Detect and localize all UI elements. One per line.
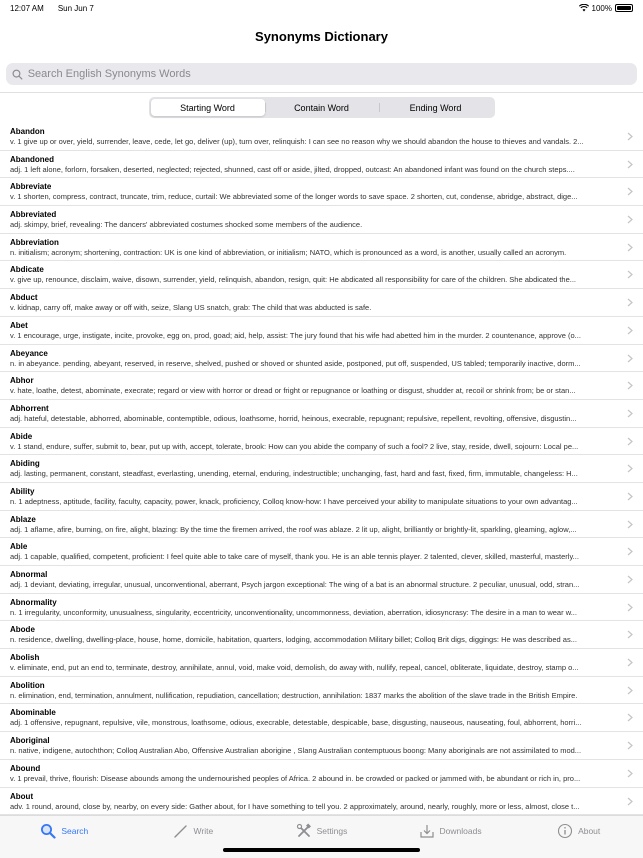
- search-icon: [40, 823, 56, 839]
- list-item[interactable]: [0, 566, 643, 594]
- entry-word: Abeyance: [10, 348, 48, 358]
- entry-word: Abolition: [10, 680, 45, 690]
- entry-word: Ablaze: [10, 514, 36, 524]
- segment-ending-word[interactable]: Ending Word: [379, 99, 493, 116]
- entry-word: Ability: [10, 486, 35, 496]
- list-item[interactable]: [0, 428, 643, 456]
- chevron-right-icon: [627, 464, 633, 473]
- entry-definition: n. residence, dwelling, dwelling-place, house, home, domicile, habitation, quarters, lodging, accommodation Military billet; Colloq Brit digs, diggings: He was described as...: [10, 635, 577, 645]
- entry-definition: v. eliminate, end, put an end to, terminate, destroy, annihilate, annul, void, make void, demolish, do away with, nullify, repeal, cancel, obliterate, liquidate, destroy, stamp o...: [10, 663, 579, 673]
- entry-definition: v. give up, renounce, disclaim, waive, disown, surrender, yield, relinquish, abandon, resign, quit: He abdicated all responsibility for care of the children. She abdicated the...: [10, 275, 577, 285]
- entry-definition: n. 1 adeptness, aptitude, facility, faculty, capacity, power, knack, proficiency, Colloq know-how: I have perceived your ability to manipulate situations to your own advantag...: [10, 496, 578, 506]
- chevron-right-icon: [627, 326, 633, 335]
- chevron-right-icon: [627, 575, 633, 584]
- list-item[interactable]: [0, 206, 643, 234]
- status-bar: [0, 0, 643, 16]
- entry-word: Abound: [10, 763, 41, 773]
- list-item[interactable]: [0, 123, 643, 151]
- entry-definition: v. 1 give up or over, yield, surrender, leave, cede, let go, deliver (up), turn over, relinquish: I can see no reason why we should abandon the house to thieves and vandals. 2...: [10, 137, 584, 146]
- tab-label: About: [578, 826, 601, 836]
- entry-definition: adj. 1 offensive, repugnant, repulsive, vile, monstrous, loathsome, odious, execrable, detestable, despicable, base, disgusting, nauseous, nauseating, foul, abhorrent, horri...: [10, 718, 582, 728]
- entry-word: Abnormality: [10, 597, 57, 607]
- chevron-right-icon: [627, 713, 633, 722]
- chevron-right-icon: [627, 769, 633, 778]
- list-item[interactable]: [0, 455, 643, 483]
- entry-word: Abhorrent: [10, 403, 49, 413]
- chevron-right-icon: [627, 492, 633, 501]
- download-tray-icon: [419, 823, 435, 839]
- status-time: 12:07 AM: [10, 3, 44, 13]
- entry-definition: adj. 1 aflame, afire, burning, on fire, alight, blazing: By the time the firemen arrived, the roof was ablaze. 2 lit up, alight, brilliantly or brightly-lit, sparkling, gleaming, aglow,...: [10, 524, 577, 534]
- entry-definition: adj. 1 left alone, forlorn, forsaken, deserted, neglected; rejected, shunned, cast off or aside, jilted, dropped, outcast: An abandoned infant was found on the church steps....: [10, 164, 575, 174]
- chevron-right-icon: [627, 520, 633, 529]
- entry-word: About: [10, 791, 34, 801]
- tab-label: Search: [61, 826, 89, 836]
- divider: [0, 92, 643, 93]
- entry-word: Abhor: [10, 376, 34, 386]
- entry-definition: v. 1 prevail, thrive, flourish: Disease abounds among the undernourished peoples of Africa. 2 abound in. be crowded or packed or jammed with, be abundant or rich in, pro...: [10, 773, 581, 783]
- list-item[interactable]: [0, 289, 643, 317]
- list-item[interactable]: [0, 372, 643, 400]
- entry-word: Abdicate: [10, 265, 44, 275]
- entry-definition: n. 1 irregularity, unconformity, unusualness, singularity, eccentricity, unconventionality, uncommonness, deviation, aberration, idiosyncrasy: The desire in a man to wear w...: [10, 607, 577, 617]
- search-mode-segmented-control: [149, 97, 495, 118]
- tab-label: Settings: [316, 826, 348, 836]
- list-item[interactable]: [0, 178, 643, 206]
- list-item[interactable]: [0, 788, 643, 816]
- entry-definition: adj. 1 capable, qualified, competent, proficient: I feel quite able to take care of myself, thank you. He is an able tennis player. 2 talented, clever, skilled, masterful, masterly...: [10, 552, 579, 562]
- chevron-right-icon: [627, 270, 633, 279]
- list-item[interactable]: [0, 483, 643, 511]
- tab-about[interactable]: [514, 816, 643, 858]
- chevron-right-icon: [627, 630, 633, 639]
- search-bar[interactable]: [6, 63, 637, 85]
- list-item[interactable]: [0, 732, 643, 760]
- entry-definition: n. initialism; acronym; shortening, contraction: UK is one kind of abbreviation, or initialism; NATO, which is pronounced as a word, is another, usually called an acronym.: [10, 247, 567, 257]
- entry-word: Abnormal: [10, 570, 48, 579]
- chevron-right-icon: [627, 298, 633, 307]
- word-list: [0, 123, 643, 815]
- chevron-right-icon: [627, 160, 633, 169]
- segment-contain-word[interactable]: Contain Word: [265, 99, 379, 116]
- page-title: Synonyms Dictionary: [255, 29, 388, 44]
- entry-word: Abiding: [10, 459, 40, 469]
- chevron-right-icon: [627, 797, 633, 806]
- entry-definition: adj. lasting, permanent, constant, steadfast, everlasting, unending, eternal, enduring, indestructible; unchanging, fast, hard and fast, fixed, firm, immutable, changeless: H...: [10, 469, 578, 479]
- entry-definition: adj. hateful, detestable, abhorred, abominable, contemptible, odious, loathsome, horrid, heinous, execrable, repugnant; repulsive, repellent, revolting, offensive, disgustin...: [10, 413, 577, 423]
- list-item[interactable]: [0, 151, 643, 179]
- chevron-right-icon: [627, 437, 633, 446]
- battery-icon: [615, 4, 633, 12]
- search-input[interactable]: [28, 68, 631, 80]
- pencil-icon: [173, 823, 189, 839]
- entry-definition: adj. skimpy, brief, revealing: The dancers' abbreviated costumes shocked some members of the audience.: [10, 220, 363, 230]
- chevron-right-icon: [627, 686, 633, 695]
- wifi-icon: [579, 4, 589, 12]
- list-item[interactable]: [0, 400, 643, 428]
- entry-word: Abbreviate: [10, 182, 52, 192]
- entry-word: Abode: [10, 625, 35, 635]
- entry-definition: n. native, indigene, autochthon; Colloq Australian Abo, Offensive Australian aborigine , Slang Australian contemptuous boong: Many aboriginals are not assimilated to mod...: [10, 746, 582, 756]
- list-item[interactable]: [0, 511, 643, 539]
- entry-word: Abominable: [10, 708, 56, 718]
- chevron-right-icon: [627, 132, 633, 141]
- entry-word: Abduct: [10, 293, 38, 303]
- info-icon: [557, 823, 573, 839]
- entry-definition: n. in abeyance. pending, abeyant, reserved, in reserve, shelved, pushed or shoved or shunted aside, postponed, put off, suspended, US tabled; temporarily inactive, dorm...: [10, 358, 581, 368]
- list-item[interactable]: [0, 261, 643, 289]
- entry-word: Abolish: [10, 653, 40, 663]
- chevron-right-icon: [627, 354, 633, 363]
- list-item[interactable]: [0, 345, 643, 373]
- list-item[interactable]: [0, 538, 643, 566]
- entry-definition: adv. 1 round, around, close by, nearby, on every side: Gather about, for I have something to tell you. 2 approximately, around, nearly, roughly, more or less, almost, close t...: [10, 801, 580, 811]
- list-item[interactable]: [0, 317, 643, 345]
- entry-word: Abide: [10, 431, 33, 441]
- entry-word: Abandoned: [10, 154, 54, 164]
- list-item[interactable]: [0, 621, 643, 649]
- chevron-right-icon: [627, 409, 633, 418]
- battery-percent: 100%: [591, 3, 612, 13]
- entry-word: Abandon: [10, 127, 45, 136]
- status-date: Sun Jun 7: [57, 3, 94, 13]
- segment-starting-word[interactable]: Starting Word: [151, 99, 265, 116]
- chevron-right-icon: [627, 547, 633, 556]
- entry-word: Abet: [10, 320, 28, 330]
- entry-definition: n. elimination, end, termination, annulment, nullification, repudiation, cancellation; destruction, annihilation: 1837 marks the abolition of the slave trade in the British Empire.: [10, 690, 578, 700]
- chevron-right-icon: [627, 741, 633, 750]
- entry-word: Able: [10, 542, 28, 552]
- list-item[interactable]: [0, 760, 643, 788]
- list-item[interactable]: [0, 234, 643, 262]
- home-indicator: [223, 848, 420, 852]
- entry-definition: v. kidnap, carry off, make away or off with, seize, Slang US snatch, grab: The child that was abducted is safe.: [10, 303, 372, 313]
- list-item[interactable]: [0, 594, 643, 622]
- tab-label: Write: [193, 826, 214, 836]
- list-item[interactable]: [0, 704, 643, 732]
- chevron-right-icon: [627, 658, 633, 667]
- list-item[interactable]: [0, 677, 643, 705]
- entry-word: Abbreviated: [10, 210, 57, 220]
- entry-definition: v. 1 encourage, urge, instigate, incite, provoke, egg on, prod, goad; aid, help, assist: The jury found that his wife had abetted him in the murder. 2 countenance, approve (o...: [10, 330, 581, 340]
- list-item[interactable]: [0, 649, 643, 677]
- chevron-right-icon: [627, 187, 633, 196]
- chevron-right-icon: [627, 243, 633, 252]
- chevron-right-icon: [627, 215, 633, 224]
- tab-search[interactable]: [0, 816, 129, 858]
- entry-definition: adj. 1 deviant, deviating, irregular, unusual, unconventional, aberrant, Psych jargon exceptional: The wing of a bat is an abnormal structure. 2 peculiar, unusual, odd, stran...: [10, 580, 580, 589]
- entry-definition: v. hate, loathe, detest, abominate, execrate; regard or view with horror or dread or fright or repugnance or loathing or disgust, shudder at, recoil or shrink from; be or stan...: [10, 386, 576, 396]
- entry-definition: v. 1 shorten, compress, contract, truncate, trim, reduce, curtail: We abbreviated some of the longer words to save space. 2 shorten, cut, condense, abridge, abstract, dige...: [10, 192, 578, 202]
- tab-label: Downloads: [439, 826, 482, 836]
- chevron-right-icon: [627, 603, 633, 612]
- search-icon: [12, 69, 23, 80]
- entry-word: Abbreviation: [10, 237, 59, 247]
- entry-definition: v. 1 stand, endure, suffer, submit to, bear, put up with, accept, tolerate, brook: How can you abide the company of such a fool? 2 live, stay, reside, dwell, sojourn: Local pe...: [10, 441, 579, 451]
- chevron-right-icon: [627, 381, 633, 390]
- tools-icon: [296, 823, 312, 839]
- entry-word: Aboriginal: [10, 736, 50, 746]
